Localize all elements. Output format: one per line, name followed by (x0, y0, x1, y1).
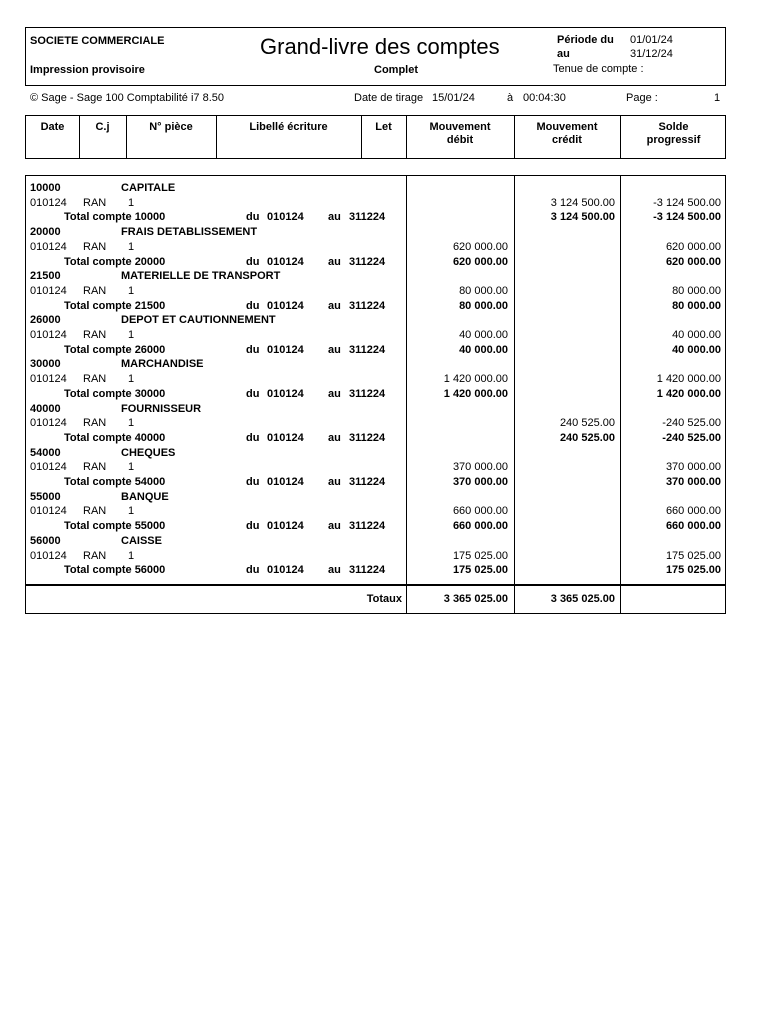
entry-piece: 1 (128, 240, 135, 253)
col-credit: Mouvement crédit (536, 121, 598, 146)
total-au-value: 311224 (349, 343, 386, 356)
periode-au-label: au (557, 48, 570, 60)
total-du-label: du (246, 476, 260, 488)
total-au-value: 311224 (349, 299, 386, 312)
entry-debit: 1 420 000.00 (443, 373, 508, 386)
total-label: Total compte 30000 (64, 387, 166, 400)
entry-journal: RAN (83, 461, 107, 474)
total-du-value: 010124 (267, 520, 304, 533)
entry-date: 010124 (30, 373, 67, 386)
account-header-row (26, 269, 725, 284)
entry-solde: -240 525.00 (662, 417, 721, 430)
total-label: Total compte 56000 (64, 564, 166, 577)
date-tirage-label: Date de tirage (354, 92, 424, 104)
time-prefix: à (507, 92, 514, 104)
entry-debit: 370 000.00 (452, 461, 508, 474)
account-header-row (26, 490, 725, 505)
total-solde: -3 124 500.00 (653, 211, 721, 224)
entry-solde: 80 000.00 (672, 284, 721, 297)
col-piece: N° pièce (149, 121, 193, 133)
total-debit: 620 000.00 (452, 255, 508, 268)
entry-debit: 40 000.00 (459, 329, 508, 341)
entry-row (26, 416, 725, 431)
total-debit: 80 000.00 (459, 299, 508, 312)
account-code: 55000 (30, 490, 61, 503)
periode-label: Période du (557, 34, 614, 46)
total-debit: 370 000.00 (452, 476, 508, 488)
entry-solde: 40 000.00 (672, 329, 721, 341)
account-total-row (26, 519, 725, 534)
total-au-label: au (328, 476, 341, 488)
entry-row (26, 504, 725, 519)
entry-row (26, 284, 725, 299)
total-label: Total compte 55000 (64, 520, 166, 533)
entry-date: 010124 (30, 505, 67, 518)
total-au-label: au (328, 255, 341, 268)
entry-date: 010124 (30, 240, 67, 253)
company-name: SOCIETE COMMERCIALE (30, 35, 165, 47)
total-au-value: 311224 (349, 431, 386, 444)
tenue-label: Tenue de compte : (553, 63, 644, 75)
totals-credit: 3 365 025.00 (550, 593, 615, 605)
total-solde: 1 420 000.00 (656, 387, 721, 400)
total-label: Total compte 40000 (64, 431, 166, 444)
total-debit: 175 025.00 (452, 564, 508, 577)
entry-row (26, 328, 725, 343)
total-label: Total compte 10000 (64, 211, 166, 224)
periode-to: 31/12/24 (630, 48, 673, 60)
total-du-value: 010124 (267, 211, 304, 224)
entry-date: 010124 (30, 461, 67, 474)
total-du-label: du (246, 520, 260, 533)
total-du-value: 010124 (267, 564, 304, 577)
total-au-label: au (328, 299, 341, 312)
account-name: DEPOT ET CAUTIONNEMENT (121, 314, 276, 327)
entry-journal: RAN (83, 329, 107, 341)
col-libelle: Libellé écriture (249, 121, 328, 133)
total-du-value: 010124 (267, 476, 304, 488)
entry-journal: RAN (83, 196, 107, 209)
total-du-label: du (246, 255, 260, 268)
totals-label: Totaux (366, 593, 402, 605)
entry-date: 010124 (30, 549, 67, 562)
total-au-label: au (328, 520, 341, 533)
entry-date: 010124 (30, 196, 67, 209)
total-solde: 660 000.00 (665, 520, 721, 533)
col-let: Let (375, 121, 392, 133)
col-date: Date (40, 121, 65, 133)
account-code: 26000 (30, 314, 61, 327)
account-code: 54000 (30, 446, 61, 459)
account-name: CHEQUES (121, 446, 176, 459)
entry-credit: 3 124 500.00 (550, 196, 615, 209)
entry-solde: -3 124 500.00 (653, 196, 721, 209)
entry-piece: 1 (128, 373, 135, 386)
account-header-row (26, 446, 725, 461)
account-total-row (26, 431, 725, 446)
total-debit: 660 000.00 (452, 520, 508, 533)
total-solde: 40 000.00 (672, 343, 721, 356)
column-header (25, 115, 726, 159)
total-label: Total compte 20000 (64, 255, 166, 268)
page-number: 1 (714, 92, 721, 104)
entry-solde: 660 000.00 (665, 505, 721, 518)
entry-journal: RAN (83, 284, 107, 297)
total-du-label: du (246, 343, 260, 356)
total-du-label: du (246, 299, 260, 312)
totals-debit: 3 365 025.00 (443, 593, 508, 605)
account-name: CAISSE (121, 534, 162, 547)
account-header-row (26, 181, 725, 196)
ledger-body (25, 175, 726, 585)
entry-debit: 620 000.00 (452, 240, 508, 253)
total-du-value: 010124 (267, 343, 304, 356)
total-solde: 80 000.00 (672, 299, 721, 312)
report-header (25, 27, 726, 86)
total-au-value: 311224 (349, 520, 386, 533)
total-debit: 1 420 000.00 (443, 387, 508, 400)
total-solde: 370 000.00 (665, 476, 721, 488)
total-debit: 40 000.00 (459, 343, 508, 356)
account-code: 21500 (30, 270, 61, 283)
account-name: FRAIS DETABLISSEMENT (121, 226, 258, 239)
account-code: 30000 (30, 358, 61, 371)
totals-row (25, 585, 726, 614)
print-time: 00:04:30 (523, 92, 566, 104)
entry-solde: 620 000.00 (665, 240, 721, 253)
total-au-label: au (328, 564, 341, 577)
software-label: © Sage - Sage 100 Comptabilité i7 8.50 (30, 92, 225, 104)
print-status: Impression provisoire (30, 64, 145, 76)
total-du-value: 010124 (267, 299, 304, 312)
total-du-value: 010124 (267, 255, 304, 268)
col-solde: Solde progressif (646, 121, 701, 146)
total-au-value: 311224 (349, 564, 386, 577)
total-credit: 3 124 500.00 (550, 211, 615, 224)
entry-piece: 1 (128, 417, 135, 430)
account-total-row (26, 387, 725, 402)
entry-solde: 175 025.00 (665, 549, 721, 562)
total-au-value: 311224 (349, 211, 386, 224)
col-debit: Mouvement débit (429, 121, 491, 146)
entry-debit: 175 025.00 (452, 549, 508, 562)
report-subtitle: Complet (374, 64, 418, 76)
total-au-label: au (328, 387, 341, 400)
total-du-label: du (246, 431, 260, 444)
total-au-value: 311224 (349, 476, 386, 488)
entry-journal: RAN (83, 240, 107, 253)
account-code: 20000 (30, 226, 61, 239)
entry-journal: RAN (83, 417, 107, 430)
periode-from: 01/01/24 (630, 34, 673, 46)
report-title: Grand-livre des comptes (260, 34, 500, 59)
entry-row (26, 196, 725, 211)
account-total-row (26, 210, 725, 225)
account-header-row (26, 313, 725, 328)
total-solde: -240 525.00 (662, 431, 721, 444)
entry-piece: 1 (128, 196, 135, 209)
entry-journal: RAN (83, 373, 107, 386)
total-au-label: au (328, 211, 341, 224)
entry-row (26, 549, 725, 564)
entry-date: 010124 (30, 284, 67, 297)
total-du-label: du (246, 564, 260, 577)
date-tirage: 15/01/24 (432, 92, 475, 104)
total-solde: 620 000.00 (665, 255, 721, 268)
account-name: FOURNISSEUR (121, 402, 202, 415)
account-header-row (26, 225, 725, 240)
entry-debit: 660 000.00 (452, 505, 508, 518)
total-solde: 175 025.00 (665, 564, 721, 577)
total-credit: 240 525.00 (559, 431, 615, 444)
entry-piece: 1 (128, 505, 135, 518)
total-du-label: du (246, 387, 260, 400)
account-header-row (26, 402, 725, 417)
account-code: 10000 (30, 182, 61, 194)
entry-row (26, 240, 725, 255)
total-au-label: au (328, 431, 341, 444)
account-name: CAPITALE (121, 182, 176, 194)
account-name: MATERIELLE DE TRANSPORT (121, 270, 281, 283)
total-label: Total compte 21500 (64, 299, 166, 312)
account-header-row (26, 534, 725, 549)
entry-solde: 1 420 000.00 (656, 373, 721, 386)
account-total-row (26, 299, 725, 314)
account-total-row (26, 475, 725, 490)
account-total-row (26, 255, 725, 270)
page-label: Page : (626, 92, 658, 104)
total-au-value: 311224 (349, 255, 386, 268)
total-au-value: 311224 (349, 387, 386, 400)
entry-date: 010124 (30, 417, 67, 430)
total-du-value: 010124 (267, 387, 304, 400)
entry-row (26, 460, 725, 475)
total-du-label: du (246, 211, 260, 224)
entry-solde: 370 000.00 (665, 461, 721, 474)
entry-journal: RAN (83, 549, 107, 562)
account-total-row (26, 563, 725, 578)
col-cj: C.j (95, 121, 110, 133)
entry-piece: 1 (128, 284, 135, 297)
total-au-label: au (328, 343, 341, 356)
total-label: Total compte 54000 (64, 476, 166, 488)
entry-piece: 1 (128, 549, 135, 562)
entry-journal: RAN (83, 505, 107, 518)
total-du-value: 010124 (267, 431, 304, 444)
total-label: Total compte 26000 (64, 343, 166, 356)
entry-piece: 1 (128, 329, 135, 341)
account-header-row (26, 357, 725, 372)
entry-date: 010124 (30, 329, 67, 341)
account-name: BANQUE (121, 490, 169, 503)
account-code: 40000 (30, 402, 61, 415)
account-total-row (26, 343, 725, 358)
entry-piece: 1 (128, 461, 135, 474)
entry-credit: 240 525.00 (559, 417, 615, 430)
entry-row (26, 372, 725, 387)
account-code: 56000 (30, 534, 61, 547)
entry-debit: 80 000.00 (459, 284, 508, 297)
account-name: MARCHANDISE (121, 358, 204, 371)
